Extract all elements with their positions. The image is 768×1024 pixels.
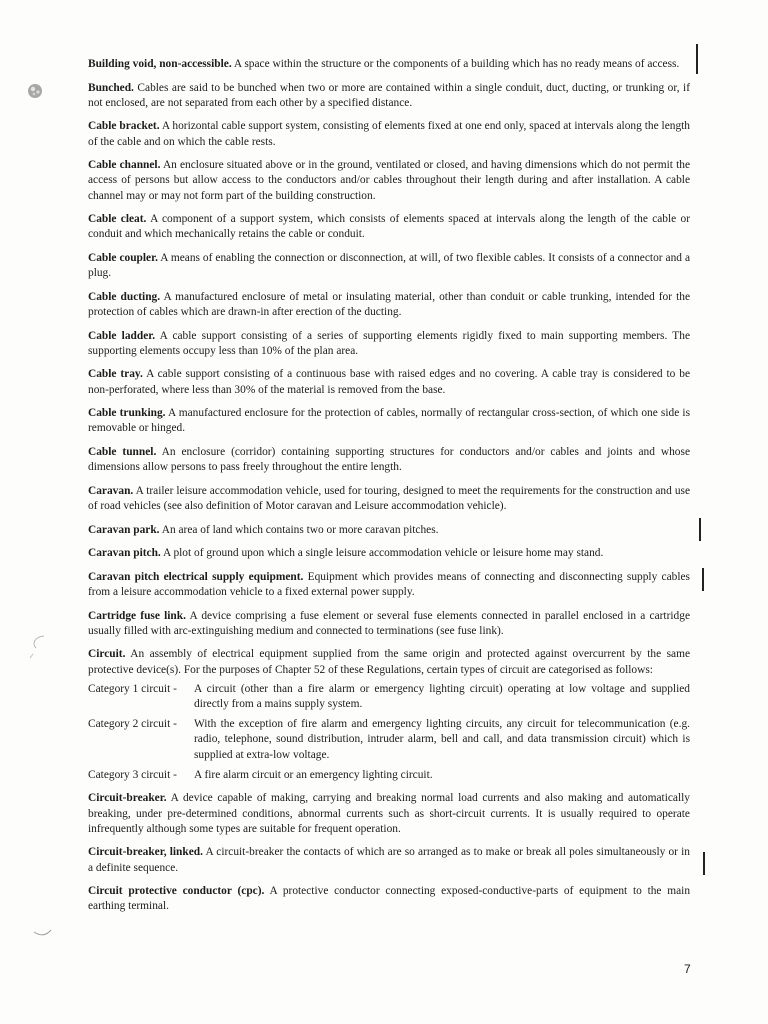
- definition-text: An enclosure situated above or in the ground, ventilated or closed, and having dimensions which do not permit the access of persons but allow access to the conductors and/or cables throughout their length during and after installation. A cable channel may or may not form part of the building construction.: [88, 159, 691, 202]
- definition-text: A device capable of making, carrying and breaking normal load currents and also making and automatically breaking, under pre-determined conditions, abnormal currents such as short-circuit currents. It is usually required to operate infrequently although some types are suitable for frequent operation.: [88, 792, 690, 835]
- scan-mark-icon: [26, 632, 52, 662]
- term: Bunched.: [88, 81, 134, 94]
- term: Caravan pitch.: [88, 547, 161, 560]
- definition-text: A horizontal cable support system, consisting of elements fixed at one end only, spaced at intervals along the length of the cable and on which the cable rests.: [88, 120, 691, 148]
- category-text: With the exception of fire alarm and emergency lighting circuits, any circuit for telecommunication (e.g. radio, telephone, sound distribution, intruder alarm, bell and call, and data transmission circuit) which is supplied at extra-low voltage.: [194, 718, 690, 761]
- definition-entry: [88, 158, 690, 204]
- definition-entry: [88, 445, 690, 475]
- definition-text: A space within the structure or the components of a building which has no ready means of access.: [233, 58, 680, 70]
- term: Cable cleat.: [88, 213, 147, 226]
- revision-bar: [699, 518, 701, 541]
- category-text: A fire alarm circuit or an emergency lighting circuit.: [194, 768, 433, 781]
- definition-text: A manufactured enclosure of metal or insulating material, other than conduit or cable trunking, intended for the protection of cables which are drawn-in after erection of the ducting.: [88, 290, 691, 318]
- category-label: Category 1 circuit -: [88, 682, 177, 695]
- circuit-category: [88, 768, 690, 783]
- definition-text: A means of enabling the connection or disconnection, at will, of two flexible cables. It consists of a connector and a plug.: [88, 251, 691, 280]
- definition-entry: [88, 212, 690, 242]
- definition-text: A cable support consisting of a series of supporting elements rigidly fixed to main supporting members. The supporting elements occupy less than 10% of the plan area.: [88, 329, 690, 357]
- term: Cable tray.: [88, 368, 143, 381]
- definition-text: A cable support consisting of a continuous base with raised edges and no covering. A cable tray is considered to be non-perforated, where less than 30% of the material is removed from the base.: [88, 368, 691, 396]
- definition-text: A circuit-breaker the contacts of which are so arranged as to make or break all poles simultaneously or in a definite sequence.: [88, 846, 690, 874]
- definition-text: Equipment which provides means of connecting and disconnecting supply cables from a leisure accommodation vehicle to a fixed external power supply.: [88, 570, 690, 598]
- term: Cartridge fuse link.: [88, 609, 186, 622]
- term: Caravan.: [88, 484, 134, 497]
- definition-entry: [88, 81, 690, 111]
- category-label: Category 3 circuit -: [88, 768, 177, 781]
- definition-entry: [88, 290, 690, 320]
- definitions-list: [88, 57, 690, 923]
- term: Circuit.: [88, 648, 126, 661]
- definition-entry: [88, 523, 690, 538]
- term: Caravan pitch electrical supply equipment.: [88, 570, 304, 583]
- definition-entry: [88, 251, 690, 281]
- definition-entry: [88, 484, 690, 514]
- definition-text: A device comprising a fuse element or several fuse elements connected in parallel enclosed in a cartridge usually filled with arc-extinguishing medium and connected to terminations (see fuse link).: [88, 609, 691, 637]
- definition-text: A manufactured enclosure for the protection of cables, normally of rectangular cross-section, of which one side is removable or hinged.: [88, 407, 691, 435]
- binder-mark-icon: [24, 80, 46, 102]
- definition-entry: [88, 367, 690, 397]
- definition-entry: [88, 546, 690, 561]
- term: Circuit protective conductor (cpc).: [88, 885, 265, 898]
- term: Cable trunking.: [88, 407, 166, 420]
- category-label: Category 2 circuit -: [88, 718, 177, 731]
- definition-entry: [88, 119, 690, 149]
- term: Cable channel.: [88, 159, 161, 172]
- definition-text: A protective conductor connecting exposed-conductive-parts of equipment to the main earthing terminal.: [88, 885, 691, 913]
- circuit-category: [88, 717, 690, 763]
- definition-entry: [88, 845, 690, 875]
- definition-entry: [88, 570, 690, 600]
- term: Cable coupler.: [88, 251, 158, 264]
- definition-text: A plot of ground upon which a single leisure accommodation vehicle or leisure home may stand.: [163, 547, 604, 560]
- term: Building void, non-accessible.: [88, 58, 232, 70]
- definition-entry: [88, 884, 690, 914]
- revision-bar: [703, 852, 705, 875]
- definition-entry: [88, 329, 690, 359]
- category-text: A circuit (other than a fire alarm or emergency lighting circuit) operating at low voltage and supplied directly from a mains supply system.: [194, 682, 690, 710]
- definition-text: A component of a support system, which consists of elements spaced at intervals along the length of the cable or conduit and which mechanically retains the cable or conduit.: [88, 213, 691, 241]
- scan-mark-icon: [30, 912, 56, 942]
- page-number: 7: [684, 962, 691, 976]
- circuit-category: [88, 682, 690, 712]
- definition-entry: [88, 609, 690, 639]
- definition-text: An area of land which contains two or more caravan pitches.: [161, 523, 439, 536]
- term: Circuit-breaker, linked.: [88, 846, 203, 859]
- revision-bar: [696, 44, 698, 74]
- term: Cable ladder.: [88, 329, 156, 342]
- term: Cable ducting.: [88, 290, 161, 303]
- definition-entry: [88, 791, 690, 837]
- definition-entry: [88, 57, 690, 72]
- definition-text: An assembly of electrical equipment supplied from the same origin and protected against overcurrent by the same protective device(s). For the purposes of Chapter 52 of these Regulations, certain types of circuit are categorised as follows:: [88, 648, 690, 676]
- term: Cable tunnel.: [88, 445, 157, 458]
- term: Circuit-breaker.: [88, 792, 167, 805]
- term: Cable bracket.: [88, 120, 160, 133]
- term: Caravan park.: [88, 523, 160, 536]
- definition-text: A trailer leisure accommodation vehicle, used for touring, designed to meet the requirements for the construction and use of road vehicles (see also definition of Motor caravan and Leisure accommodation vehicle).: [88, 484, 691, 512]
- revision-bar: [702, 568, 704, 591]
- definition-entry: [88, 406, 690, 436]
- definition-text: An enclosure (corridor) containing supporting structures for conductors and/or cables and joints and whose dimensions allow persons to pass freely throughout the entire length.: [88, 445, 690, 474]
- definition-text: Cables are said to be bunched when two or more are contained within a single conduit, duct, ducting, or trunking or, if not enclosed, are not separated from each other by a specified distance.: [88, 81, 691, 109]
- definition-entry: [88, 647, 690, 677]
